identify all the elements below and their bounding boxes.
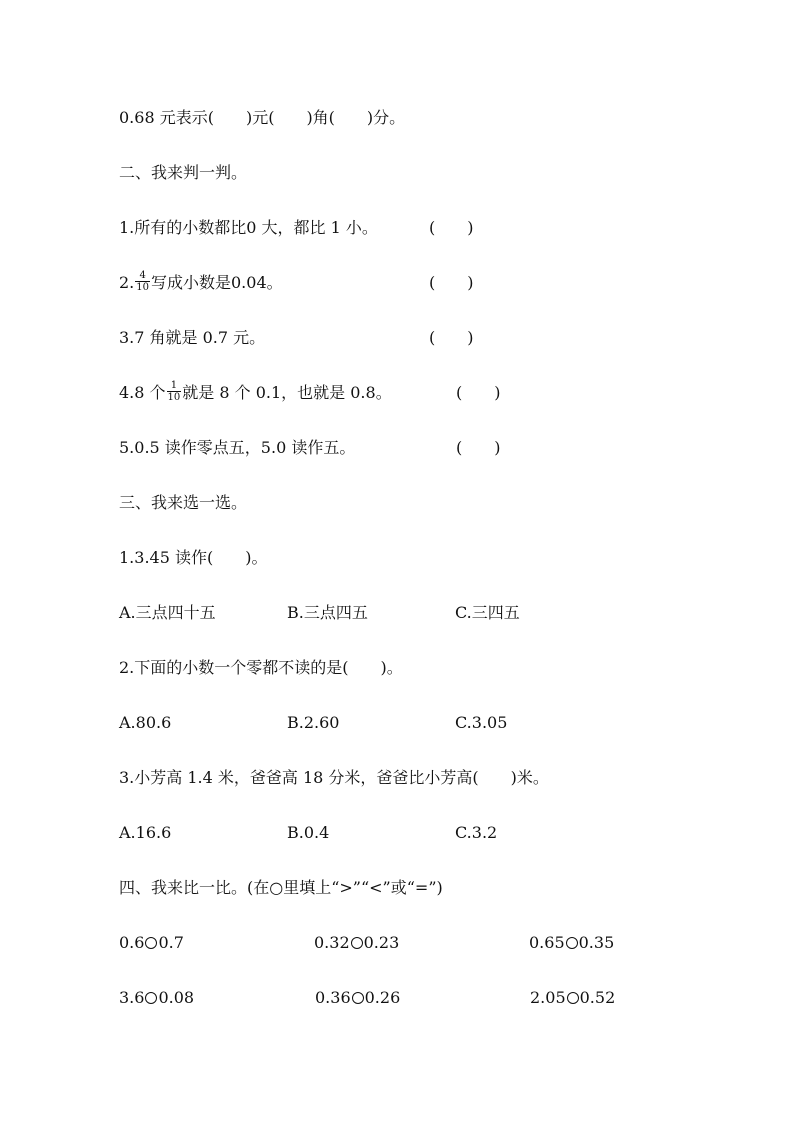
compare-right: 0.35 — [578, 933, 615, 952]
judge-answer-paren[interactable]: ( ) — [429, 328, 474, 347]
fill-question-last — [119, 106, 405, 130]
fraction-numerator: 1 — [170, 380, 178, 391]
compare-circle-blank[interactable] — [352, 992, 364, 1004]
judge-item-suffix: 就是 8 个 0.1，也就是 0.8。 — [182, 383, 392, 402]
compare-right: 0.08 — [158, 988, 195, 1007]
section-title-compare — [119, 876, 443, 900]
judge-item-content — [119, 271, 283, 295]
compare-circle-blank[interactable] — [566, 937, 578, 949]
judge-answer-paren[interactable]: ( ) — [429, 218, 474, 237]
compare-right: 0.7 — [158, 933, 184, 952]
judge-item-3 — [119, 326, 519, 350]
fraction — [135, 270, 150, 293]
compare-right: 0.23 — [363, 933, 400, 952]
compare-left: 0.65 — [529, 933, 565, 952]
choice-option-b[interactable]: B.2.60 — [287, 713, 340, 732]
fraction-numerator: 4 — [139, 270, 146, 281]
judge-item-text: 3.7 角就是 0.7 元。 — [119, 328, 266, 347]
section-title-text: 四、我来比一比。(在○里填上“>”“<”或“=”) — [119, 878, 443, 897]
choice-option-c[interactable]: C.3.05 — [455, 713, 508, 732]
choice-options-2 — [119, 711, 619, 735]
compare-left: 0.6 — [119, 933, 145, 952]
choice-option-c[interactable]: C.三四五 — [455, 603, 520, 622]
compare-left: 0.36 — [315, 988, 351, 1007]
choice-option-b[interactable]: B.0.4 — [287, 823, 330, 842]
judge-item-text: 5.0.5 读作零点五，5.0 读作五。 — [119, 438, 356, 457]
choice-stem: 1.3.45 读作( )。 — [119, 548, 268, 567]
choice-stem: 3.小芳高 1.4 米，爸爸高 18 分米，爸爸比小芳高( )米。 — [119, 768, 549, 787]
judge-item-text: 1.所有的小数都比0 大，都比 1 小。 — [119, 218, 378, 237]
fraction-denominator: 10 — [167, 392, 181, 403]
section-title-choose — [119, 491, 247, 515]
compare-item — [314, 931, 399, 955]
judge-item-4 — [119, 381, 539, 405]
choice-options-3 — [119, 821, 619, 845]
compare-circle-blank[interactable] — [145, 937, 157, 949]
compare-circle-blank[interactable] — [351, 937, 363, 949]
choice-question-3 — [119, 766, 549, 790]
choice-options-1 — [119, 601, 619, 625]
choice-option-a[interactable]: A.三点四十五 — [119, 603, 216, 622]
judge-item-2 — [119, 271, 519, 295]
fraction — [167, 380, 182, 403]
choice-option-a[interactable]: A.16.6 — [119, 823, 172, 842]
compare-item — [119, 986, 194, 1010]
judge-item-prefix: 2. — [119, 273, 135, 292]
fill-question-text: 0.68 元表示( )元( )角( )分。 — [119, 108, 406, 127]
judge-answer-paren[interactable]: ( ) — [456, 383, 501, 402]
judge-item-5 — [119, 436, 539, 460]
compare-item — [119, 931, 184, 955]
judge-item-prefix: 4.8 个 — [119, 383, 166, 402]
compare-left: 0.32 — [314, 933, 350, 952]
choice-question-2 — [119, 656, 403, 680]
choice-option-b[interactable]: B.三点四五 — [287, 603, 368, 622]
judge-item-content — [119, 381, 392, 405]
compare-item — [530, 986, 615, 1010]
section-title-text: 二、我来判一判。 — [119, 163, 248, 182]
compare-row-2 — [119, 986, 659, 1010]
compare-right: 0.26 — [364, 988, 401, 1007]
compare-item — [315, 986, 400, 1010]
section-title-judge — [119, 161, 247, 185]
fraction-denominator: 10 — [136, 282, 149, 293]
choice-stem: 2.下面的小数一个零都不读的是( )。 — [119, 658, 403, 677]
compare-item — [529, 931, 614, 955]
choice-option-c[interactable]: C.3.2 — [455, 823, 498, 842]
choice-option-a[interactable]: A.80.6 — [119, 713, 172, 732]
choice-question-1 — [119, 546, 267, 570]
compare-left: 3.6 — [119, 988, 145, 1007]
judge-answer-paren[interactable]: ( ) — [429, 273, 474, 292]
judge-item-suffix: 写成小数是0.04。 — [151, 273, 283, 292]
judge-item-1 — [119, 216, 519, 240]
compare-right: 0.52 — [579, 988, 616, 1007]
section-title-text: 三、我来选一选。 — [119, 493, 248, 512]
compare-circle-blank[interactable] — [145, 992, 157, 1004]
judge-answer-paren[interactable]: ( ) — [456, 438, 501, 457]
compare-left: 2.05 — [530, 988, 566, 1007]
compare-circle-blank[interactable] — [567, 992, 579, 1004]
compare-row-1 — [119, 931, 659, 955]
